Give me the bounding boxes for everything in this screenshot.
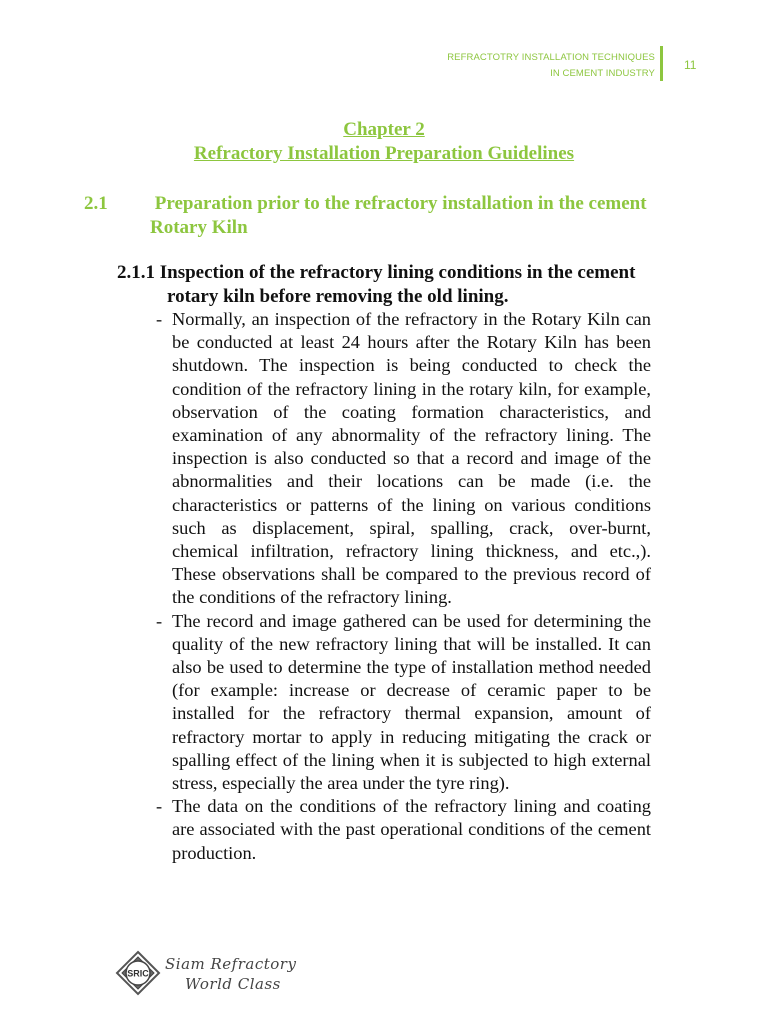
bullet-marker: - [156, 610, 163, 631]
list-item [156, 308, 651, 610]
header-line-2: IN CEMENT INDUSTRY [550, 68, 655, 79]
bullet-text: The data on the conditions of the refractory lining and coating are associated with the past operational conditions of the cement production. [172, 796, 651, 863]
logo-line-2: World Class [185, 975, 281, 993]
bullet-marker: - [156, 796, 163, 817]
subsection-number: 2.1.1 [117, 262, 155, 283]
section-title: Preparation prior to the refractory installation in the cement Rotary Kiln [150, 193, 647, 238]
subsection-title: Inspection of the refractory lining conditions in the cement rotary kiln before removing the old lining. [159, 262, 636, 307]
bullet-list [156, 308, 651, 865]
list-item [156, 610, 651, 796]
subsection-heading [117, 261, 652, 309]
header-line-1: REFRACTOTRY INSTALLATION TECHNIQUES [447, 52, 655, 63]
chapter-title: Refractory Installation Preparation Guidelines [193, 143, 575, 164]
logo-line-1: Siam Refractory [165, 955, 297, 973]
section-heading [84, 192, 652, 240]
section-number: 2.1 [84, 193, 108, 214]
chapter-heading [0, 118, 768, 166]
chapter-label: Chapter 2 [343, 119, 425, 140]
bullet-text: Normally, an inspection of the refractory in the Rotary Kiln can be conducted at least 24 hours after the Rotary Kiln has been shutdown. The inspection is being conducted to check the condition of the refractory lining in the rotary kiln, for example, observation of the coating formation characteristics, and examination of any abnormality of the refractory lining. The inspection is also conducted so that a record and image of the abnormalities and their locations can be made (i.e. the characteristics or patterns of the lining on various conditions such as displacement, spiral, spalling, crack, over-burnt, chemical infiltration, refractory lining thickness, and etc.,). These observations shall be compared to the previous record of the conditions of the refractory lining. [172, 309, 651, 608]
header-divider [660, 46, 663, 81]
company-logo [115, 950, 315, 1002]
bullet-marker: - [156, 309, 163, 329]
list-item [156, 795, 651, 865]
company-badge-icon [115, 950, 161, 996]
logo-wordmark [165, 954, 325, 994]
running-header [447, 50, 655, 82]
page-number: 11 [684, 58, 697, 72]
logo-badge-text: SRIC [127, 968, 149, 979]
bullet-text: The record and image gathered can be used for determining the quality of the new refractory lining that will be installed. It can also be used to determine the type of installation method needed (for example: increase or decrease of ceramic paper to be installed for the refractory thermal expansion, amount of refractory mortar to apply in reducing mitigating the crack or spalling effect of the lining when it is subjected to high external stress, especially the area under the tyre ring). [172, 610, 651, 794]
